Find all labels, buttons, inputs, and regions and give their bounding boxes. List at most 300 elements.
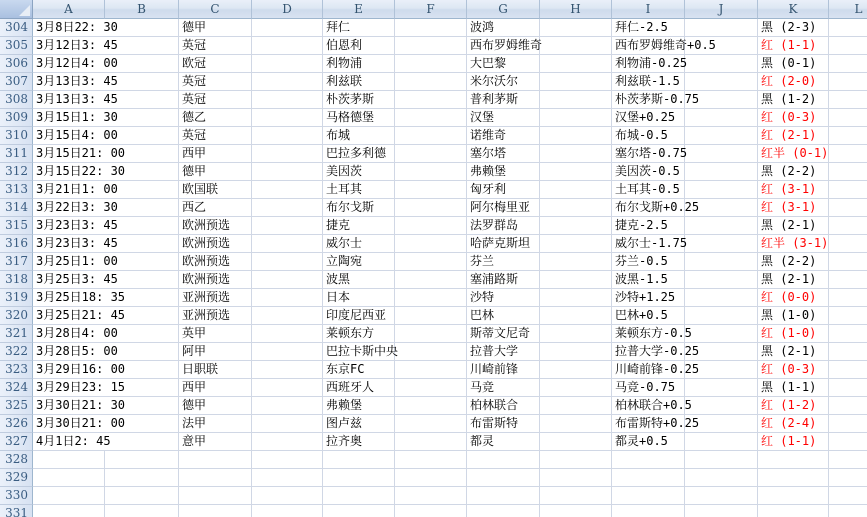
- cell-empty-h[interactable]: [540, 271, 612, 289]
- cell-datetime[interactable]: 3月12日4: 00: [33, 55, 179, 73]
- row-header[interactable]: 317: [0, 253, 33, 271]
- cell-handicap[interactable]: 塞尔塔-0.75: [612, 145, 685, 163]
- cell-empty-d[interactable]: [252, 217, 323, 235]
- cell-away-team[interactable]: 哈萨克斯坦: [467, 235, 540, 253]
- cell-result[interactable]: 红 (2-1): [758, 127, 829, 145]
- column-header-F[interactable]: F: [395, 0, 467, 19]
- column-header-J[interactable]: J: [685, 0, 758, 19]
- cell-handicap[interactable]: 川崎前锋-0.25: [612, 361, 685, 379]
- row-header[interactable]: 311: [0, 145, 33, 163]
- cell-handicap[interactable]: 土耳其-0.5: [612, 181, 685, 199]
- cell-home-team[interactable]: 土耳其: [323, 181, 395, 199]
- cell-empty-f[interactable]: [395, 235, 467, 253]
- cell-empty-h[interactable]: [540, 55, 612, 73]
- cell-datetime[interactable]: 3月25日3: 45: [33, 271, 179, 289]
- column-header-L[interactable]: L: [829, 0, 867, 19]
- cell-empty-d[interactable]: [252, 235, 323, 253]
- cell-result[interactable]: 黑 (1-1): [758, 379, 829, 397]
- cell-empty-h[interactable]: [540, 19, 612, 37]
- cell-empty-h[interactable]: [540, 361, 612, 379]
- cell-league[interactable]: 欧洲预选: [179, 271, 252, 289]
- cell-result[interactable]: 红 (3-1): [758, 199, 829, 217]
- cell-league[interactable]: 意甲: [179, 433, 252, 451]
- cell-handicap[interactable]: 美因茨-0.5: [612, 163, 685, 181]
- cell-datetime[interactable]: 3月30日21: 00: [33, 415, 179, 433]
- column-header-D[interactable]: D: [252, 0, 323, 19]
- cell-empty-l[interactable]: [829, 253, 867, 271]
- cell-handicap[interactable]: 拜仁-2.5: [612, 19, 685, 37]
- cell-datetime[interactable]: 3月13日3: 45: [33, 91, 179, 109]
- cell-empty-k[interactable]: [758, 451, 829, 469]
- cell-away-team[interactable]: 阿尔梅里亚: [467, 199, 540, 217]
- cell-home-team[interactable]: 东京FC: [323, 361, 395, 379]
- cell-empty-j[interactable]: [685, 487, 758, 505]
- cell-home-team[interactable]: 立陶宛: [323, 253, 395, 271]
- cell-empty-j[interactable]: [685, 433, 758, 451]
- cell-empty-l[interactable]: [829, 451, 867, 469]
- cell-away-team[interactable]: 普利茅斯: [467, 91, 540, 109]
- row-header[interactable]: 314: [0, 199, 33, 217]
- cell-datetime[interactable]: 3月29日23: 15: [33, 379, 179, 397]
- cell-empty-l[interactable]: [829, 127, 867, 145]
- cell-empty-f[interactable]: [395, 289, 467, 307]
- cell-result[interactable]: 黑 (2-2): [758, 253, 829, 271]
- column-header-A[interactable]: A: [33, 0, 105, 19]
- row-header[interactable]: 330: [0, 487, 33, 505]
- cell-empty-j[interactable]: [685, 217, 758, 235]
- cell-result[interactable]: 红 (0-0): [758, 289, 829, 307]
- cell-home-team[interactable]: 捷克: [323, 217, 395, 235]
- cell-empty-e[interactable]: [323, 451, 395, 469]
- cell-empty-f[interactable]: [395, 199, 467, 217]
- column-header-C[interactable]: C: [179, 0, 252, 19]
- cell-home-team[interactable]: 朴茨茅斯: [323, 91, 395, 109]
- cell-empty-d[interactable]: [252, 109, 323, 127]
- cell-league[interactable]: 亚洲预选: [179, 307, 252, 325]
- cell-empty-l[interactable]: [829, 415, 867, 433]
- cell-empty-d[interactable]: [252, 505, 323, 517]
- row-header[interactable]: 328: [0, 451, 33, 469]
- cell-empty-f[interactable]: [395, 433, 467, 451]
- cell-empty-f[interactable]: [395, 145, 467, 163]
- cell-empty-f[interactable]: [395, 325, 467, 343]
- cell-empty-l[interactable]: [829, 199, 867, 217]
- cell-empty-f[interactable]: [395, 343, 467, 361]
- cell-empty-d[interactable]: [252, 271, 323, 289]
- cell-league[interactable]: 亚洲预选: [179, 289, 252, 307]
- cell-empty-j[interactable]: [685, 55, 758, 73]
- column-header-B[interactable]: B: [105, 0, 179, 19]
- cell-away-team[interactable]: 诺维奇: [467, 127, 540, 145]
- cell-empty-d[interactable]: [252, 469, 323, 487]
- cell-empty-b[interactable]: [105, 451, 179, 469]
- cell-empty-h[interactable]: [540, 289, 612, 307]
- cell-home-team[interactable]: 美因茨: [323, 163, 395, 181]
- cell-empty-d[interactable]: [252, 343, 323, 361]
- cell-empty-d[interactable]: [252, 451, 323, 469]
- cell-empty-h[interactable]: [540, 379, 612, 397]
- cell-result[interactable]: 红半 (0-1): [758, 145, 829, 163]
- cell-empty-f[interactable]: [395, 487, 467, 505]
- cell-empty-j[interactable]: [685, 379, 758, 397]
- cell-result[interactable]: 黑 (2-2): [758, 163, 829, 181]
- cell-empty-j[interactable]: [685, 19, 758, 37]
- cell-handicap[interactable]: 马竞-0.75: [612, 379, 685, 397]
- cell-datetime[interactable]: 3月23日3: 45: [33, 217, 179, 235]
- cell-handicap[interactable]: 巴林+0.5: [612, 307, 685, 325]
- cell-league[interactable]: 欧国联: [179, 181, 252, 199]
- cell-empty-d[interactable]: [252, 433, 323, 451]
- cell-league[interactable]: 英冠: [179, 127, 252, 145]
- cell-handicap[interactable]: 利兹联-1.5: [612, 73, 685, 91]
- cell-away-team[interactable]: 匈牙利: [467, 181, 540, 199]
- cell-home-team[interactable]: 巴拉多利德: [323, 145, 395, 163]
- row-header[interactable]: 306: [0, 55, 33, 73]
- cell-empty-d[interactable]: [252, 127, 323, 145]
- row-header[interactable]: 313: [0, 181, 33, 199]
- cell-datetime[interactable]: 3月29日16: 00: [33, 361, 179, 379]
- cell-home-team[interactable]: 拉齐奥: [323, 433, 395, 451]
- cell-empty-c[interactable]: [179, 469, 252, 487]
- cell-empty-l[interactable]: [829, 73, 867, 91]
- cell-empty-b[interactable]: [105, 487, 179, 505]
- cell-empty-f[interactable]: [395, 379, 467, 397]
- cell-empty-h[interactable]: [540, 217, 612, 235]
- cell-empty-d[interactable]: [252, 73, 323, 91]
- cell-empty-j[interactable]: [685, 397, 758, 415]
- cell-result[interactable]: 红 (1-1): [758, 37, 829, 55]
- cell-home-team[interactable]: 拜仁: [323, 19, 395, 37]
- cell-handicap[interactable]: 布城-0.5: [612, 127, 685, 145]
- column-header-I[interactable]: I: [612, 0, 685, 19]
- cell-empty-i[interactable]: [612, 505, 685, 517]
- cell-empty-j[interactable]: [685, 415, 758, 433]
- cell-empty-f[interactable]: [395, 271, 467, 289]
- cell-empty-h[interactable]: [540, 307, 612, 325]
- cell-empty-j[interactable]: [685, 127, 758, 145]
- row-header[interactable]: 323: [0, 361, 33, 379]
- cell-handicap[interactable]: 布雷斯特+0.25: [612, 415, 685, 433]
- cell-handicap[interactable]: 芬兰-0.5: [612, 253, 685, 271]
- cell-empty-e[interactable]: [323, 487, 395, 505]
- cell-empty-i[interactable]: [612, 451, 685, 469]
- cell-handicap[interactable]: 朴茨茅斯-0.75: [612, 91, 685, 109]
- cell-away-team[interactable]: 布雷斯特: [467, 415, 540, 433]
- cell-empty-l[interactable]: [829, 379, 867, 397]
- cell-empty-l[interactable]: [829, 91, 867, 109]
- cell-empty-l[interactable]: [829, 235, 867, 253]
- cell-empty-f[interactable]: [395, 127, 467, 145]
- cell-empty-l[interactable]: [829, 361, 867, 379]
- cell-empty-j[interactable]: [685, 289, 758, 307]
- cell-empty-j[interactable]: [685, 199, 758, 217]
- cell-datetime[interactable]: 3月12日3: 45: [33, 37, 179, 55]
- cell-empty-d[interactable]: [252, 91, 323, 109]
- cell-handicap[interactable]: 威尔士-1.75: [612, 235, 685, 253]
- cell-empty-f[interactable]: [395, 37, 467, 55]
- cell-league[interactable]: 西甲: [179, 145, 252, 163]
- row-header[interactable]: 331: [0, 505, 33, 517]
- cell-empty-a[interactable]: [33, 487, 105, 505]
- cell-datetime[interactable]: 3月15日4: 00: [33, 127, 179, 145]
- cell-empty-l[interactable]: [829, 343, 867, 361]
- cell-datetime[interactable]: 3月23日3: 45: [33, 235, 179, 253]
- cell-handicap[interactable]: 西布罗姆维奇+0.5: [612, 37, 685, 55]
- cell-empty-g[interactable]: [467, 505, 540, 517]
- cell-empty-f[interactable]: [395, 109, 467, 127]
- cell-empty-j[interactable]: [685, 145, 758, 163]
- row-header[interactable]: 326: [0, 415, 33, 433]
- cell-home-team[interactable]: 印度尼西亚: [323, 307, 395, 325]
- cell-empty-e[interactable]: [323, 469, 395, 487]
- cell-empty-j[interactable]: [685, 253, 758, 271]
- cell-empty-f[interactable]: [395, 163, 467, 181]
- cell-empty-h[interactable]: [540, 505, 612, 517]
- cell-datetime[interactable]: 3月15日21: 00: [33, 145, 179, 163]
- cell-away-team[interactable]: 斯蒂文尼奇: [467, 325, 540, 343]
- cell-empty-h[interactable]: [540, 325, 612, 343]
- cell-result[interactable]: 红 (2-4): [758, 415, 829, 433]
- cell-away-team[interactable]: 塞浦路斯: [467, 271, 540, 289]
- cell-league[interactable]: 日职联: [179, 361, 252, 379]
- cell-away-team[interactable]: 西布罗姆维奇: [467, 37, 540, 55]
- cell-empty-d[interactable]: [252, 37, 323, 55]
- cell-result[interactable]: 黑 (2-3): [758, 19, 829, 37]
- cell-empty-h[interactable]: [540, 433, 612, 451]
- row-header[interactable]: 329: [0, 469, 33, 487]
- cell-empty-a[interactable]: [33, 451, 105, 469]
- cell-empty-c[interactable]: [179, 505, 252, 517]
- column-header-H[interactable]: H: [540, 0, 612, 19]
- cell-empty-d[interactable]: [252, 55, 323, 73]
- cell-empty-k[interactable]: [758, 469, 829, 487]
- cell-result[interactable]: 红 (1-1): [758, 433, 829, 451]
- cell-league[interactable]: 英冠: [179, 37, 252, 55]
- cell-result[interactable]: 红 (2-0): [758, 73, 829, 91]
- column-header-K[interactable]: K: [758, 0, 829, 19]
- row-header[interactable]: 321: [0, 325, 33, 343]
- cell-empty-f[interactable]: [395, 397, 467, 415]
- cell-empty-d[interactable]: [252, 379, 323, 397]
- cell-empty-d[interactable]: [252, 415, 323, 433]
- cell-empty-j[interactable]: [685, 37, 758, 55]
- cell-empty-j[interactable]: [685, 469, 758, 487]
- cell-empty-d[interactable]: [252, 325, 323, 343]
- cell-league[interactable]: 英冠: [179, 73, 252, 91]
- cell-empty-h[interactable]: [540, 343, 612, 361]
- cell-league[interactable]: 欧洲预选: [179, 217, 252, 235]
- cell-empty-c[interactable]: [179, 487, 252, 505]
- cell-datetime[interactable]: 3月25日18: 35: [33, 289, 179, 307]
- cell-league[interactable]: 阿甲: [179, 343, 252, 361]
- cell-result[interactable]: 黑 (2-1): [758, 217, 829, 235]
- cell-result[interactable]: 红 (1-2): [758, 397, 829, 415]
- cell-away-team[interactable]: 塞尔塔: [467, 145, 540, 163]
- cell-empty-l[interactable]: [829, 163, 867, 181]
- cell-away-team[interactable]: 巴林: [467, 307, 540, 325]
- cell-empty-h[interactable]: [540, 145, 612, 163]
- cell-handicap[interactable]: 汉堡+0.25: [612, 109, 685, 127]
- cell-datetime[interactable]: 3月25日21: 45: [33, 307, 179, 325]
- row-header[interactable]: 322: [0, 343, 33, 361]
- cell-handicap[interactable]: 莱顿东方-0.5: [612, 325, 685, 343]
- cell-empty-f[interactable]: [395, 505, 467, 517]
- cell-empty-f[interactable]: [395, 361, 467, 379]
- cell-handicap[interactable]: 布尔戈斯+0.25: [612, 199, 685, 217]
- cell-handicap[interactable]: 利物浦-0.25: [612, 55, 685, 73]
- cell-away-team[interactable]: 都灵: [467, 433, 540, 451]
- cell-empty-j[interactable]: [685, 271, 758, 289]
- cell-datetime[interactable]: 3月15日1: 30: [33, 109, 179, 127]
- cell-home-team[interactable]: 马格德堡: [323, 109, 395, 127]
- cell-league[interactable]: 欧洲预选: [179, 253, 252, 271]
- cell-empty-h[interactable]: [540, 469, 612, 487]
- cell-home-team[interactable]: 西班牙人: [323, 379, 395, 397]
- cell-empty-h[interactable]: [540, 91, 612, 109]
- cell-handicap[interactable]: 沙特+1.25: [612, 289, 685, 307]
- cell-away-team[interactable]: 川崎前锋: [467, 361, 540, 379]
- row-header[interactable]: 327: [0, 433, 33, 451]
- cell-empty-d[interactable]: [252, 487, 323, 505]
- select-all-corner[interactable]: [0, 0, 33, 19]
- cell-result[interactable]: 黑 (2-1): [758, 271, 829, 289]
- cell-empty-f[interactable]: [395, 253, 467, 271]
- column-header-E[interactable]: E: [323, 0, 395, 19]
- cell-empty-d[interactable]: [252, 289, 323, 307]
- cell-empty-h[interactable]: [540, 127, 612, 145]
- cell-empty-f[interactable]: [395, 19, 467, 37]
- cell-empty-h[interactable]: [540, 181, 612, 199]
- cell-empty-j[interactable]: [685, 181, 758, 199]
- cell-empty-h[interactable]: [540, 37, 612, 55]
- cell-home-team[interactable]: 波黑: [323, 271, 395, 289]
- cell-league[interactable]: 德甲: [179, 397, 252, 415]
- cell-handicap[interactable]: 都灵+0.5: [612, 433, 685, 451]
- cell-empty-j[interactable]: [685, 505, 758, 517]
- cell-handicap[interactable]: 捷克-2.5: [612, 217, 685, 235]
- cell-empty-f[interactable]: [395, 469, 467, 487]
- cell-away-team[interactable]: 大巴黎: [467, 55, 540, 73]
- cell-league[interactable]: 欧冠: [179, 55, 252, 73]
- cell-empty-f[interactable]: [395, 217, 467, 235]
- cell-empty-h[interactable]: [540, 397, 612, 415]
- cell-home-team[interactable]: 威尔士: [323, 235, 395, 253]
- cell-empty-f[interactable]: [395, 307, 467, 325]
- cell-league[interactable]: 西乙: [179, 199, 252, 217]
- cell-result[interactable]: 红半 (3-1): [758, 235, 829, 253]
- cell-league[interactable]: 德甲: [179, 163, 252, 181]
- cell-away-team[interactable]: 马竞: [467, 379, 540, 397]
- cell-away-team[interactable]: 波鸿: [467, 19, 540, 37]
- row-header[interactable]: 307: [0, 73, 33, 91]
- cell-result[interactable]: 红 (3-1): [758, 181, 829, 199]
- cell-empty-l[interactable]: [829, 289, 867, 307]
- cell-empty-h[interactable]: [540, 199, 612, 217]
- cell-result[interactable]: 黑 (1-0): [758, 307, 829, 325]
- cell-empty-j[interactable]: [685, 361, 758, 379]
- cell-empty-i[interactable]: [612, 487, 685, 505]
- cell-empty-c[interactable]: [179, 451, 252, 469]
- cell-empty-h[interactable]: [540, 109, 612, 127]
- cell-empty-g[interactable]: [467, 487, 540, 505]
- cell-empty-j[interactable]: [685, 307, 758, 325]
- cell-empty-l[interactable]: [829, 487, 867, 505]
- cell-empty-l[interactable]: [829, 433, 867, 451]
- cell-away-team[interactable]: 沙特: [467, 289, 540, 307]
- cell-home-team[interactable]: 伯恩利: [323, 37, 395, 55]
- cell-datetime[interactable]: 3月21日1: 00: [33, 181, 179, 199]
- cell-empty-l[interactable]: [829, 325, 867, 343]
- cell-empty-h[interactable]: [540, 415, 612, 433]
- cell-handicap[interactable]: 拉普大学-0.25: [612, 343, 685, 361]
- cell-empty-f[interactable]: [395, 181, 467, 199]
- cell-result[interactable]: 红 (1-0): [758, 325, 829, 343]
- cell-away-team[interactable]: 芬兰: [467, 253, 540, 271]
- cell-empty-l[interactable]: [829, 217, 867, 235]
- row-header[interactable]: 312: [0, 163, 33, 181]
- cell-league[interactable]: 德乙: [179, 109, 252, 127]
- cell-empty-g[interactable]: [467, 469, 540, 487]
- cell-empty-j[interactable]: [685, 343, 758, 361]
- cell-home-team[interactable]: 莱顿东方: [323, 325, 395, 343]
- cell-datetime[interactable]: 3月28日5: 00: [33, 343, 179, 361]
- cell-empty-h[interactable]: [540, 253, 612, 271]
- cell-home-team[interactable]: 利兹联: [323, 73, 395, 91]
- cell-league[interactable]: 西甲: [179, 379, 252, 397]
- cell-home-team[interactable]: 布尔戈斯: [323, 199, 395, 217]
- cell-empty-h[interactable]: [540, 451, 612, 469]
- cell-handicap[interactable]: 柏林联合+0.5: [612, 397, 685, 415]
- cell-empty-f[interactable]: [395, 73, 467, 91]
- cell-home-team[interactable]: 图卢兹: [323, 415, 395, 433]
- cell-result[interactable]: 红 (0-3): [758, 361, 829, 379]
- cell-empty-h[interactable]: [540, 163, 612, 181]
- row-header[interactable]: 319: [0, 289, 33, 307]
- cell-away-team[interactable]: 汉堡: [467, 109, 540, 127]
- cell-datetime[interactable]: 3月8日22: 30: [33, 19, 179, 37]
- row-header[interactable]: 315: [0, 217, 33, 235]
- cell-empty-a[interactable]: [33, 469, 105, 487]
- cell-empty-k[interactable]: [758, 505, 829, 517]
- cell-away-team[interactable]: 柏林联合: [467, 397, 540, 415]
- cell-empty-j[interactable]: [685, 235, 758, 253]
- row-header[interactable]: 320: [0, 307, 33, 325]
- cell-empty-j[interactable]: [685, 325, 758, 343]
- row-header[interactable]: 304: [0, 19, 33, 37]
- cell-empty-d[interactable]: [252, 199, 323, 217]
- row-header[interactable]: 310: [0, 127, 33, 145]
- cell-empty-a[interactable]: [33, 505, 105, 517]
- cell-empty-h[interactable]: [540, 73, 612, 91]
- cell-empty-l[interactable]: [829, 271, 867, 289]
- cell-empty-h[interactable]: [540, 487, 612, 505]
- row-header[interactable]: 309: [0, 109, 33, 127]
- cell-result[interactable]: 红 (0-3): [758, 109, 829, 127]
- row-header[interactable]: 318: [0, 271, 33, 289]
- cell-empty-k[interactable]: [758, 487, 829, 505]
- cell-result[interactable]: 黑 (0-1): [758, 55, 829, 73]
- cell-empty-i[interactable]: [612, 469, 685, 487]
- cell-empty-l[interactable]: [829, 37, 867, 55]
- cell-empty-j[interactable]: [685, 109, 758, 127]
- cell-datetime[interactable]: 3月13日3: 45: [33, 73, 179, 91]
- cell-result[interactable]: 黑 (2-1): [758, 343, 829, 361]
- cell-empty-f[interactable]: [395, 55, 467, 73]
- cell-empty-h[interactable]: [540, 235, 612, 253]
- cell-home-team[interactable]: 布城: [323, 127, 395, 145]
- row-header[interactable]: 316: [0, 235, 33, 253]
- row-header[interactable]: 324: [0, 379, 33, 397]
